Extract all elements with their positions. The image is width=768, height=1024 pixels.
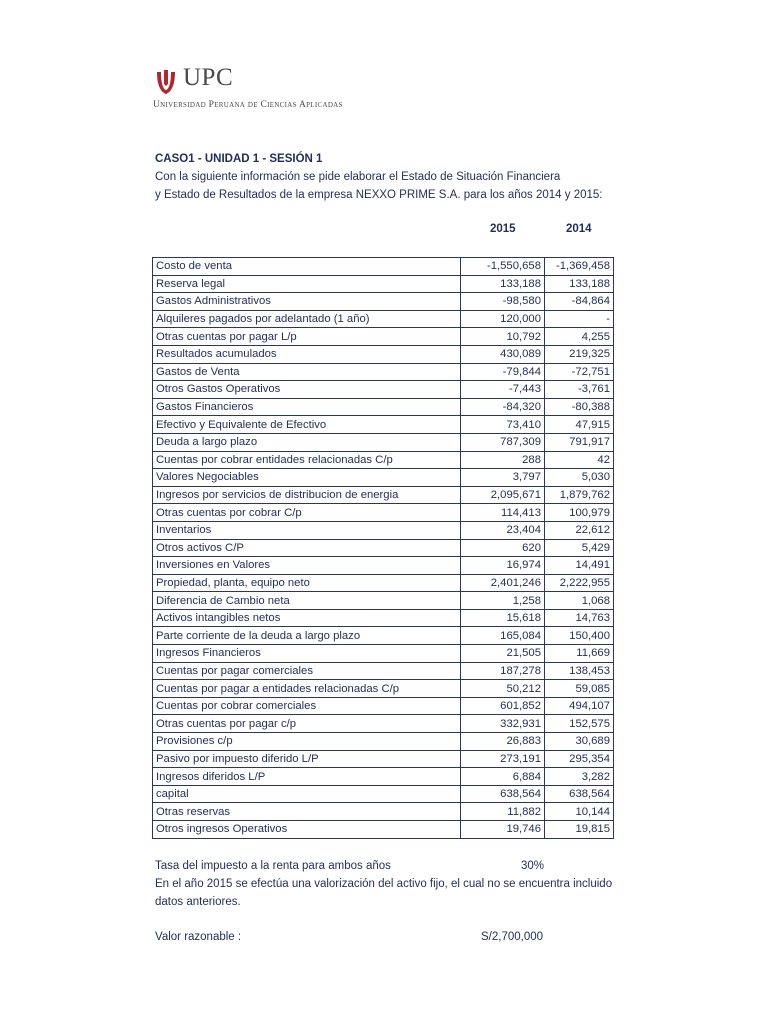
row-label: Otros activos C/P: [153, 539, 461, 557]
value-2015: 16,974: [461, 557, 545, 575]
table-row: [153, 803, 614, 821]
value-2015: 10,792: [461, 328, 545, 346]
value-2015: -7,443: [461, 381, 545, 399]
table-row: [153, 310, 614, 328]
value-2015: 332,931: [461, 715, 545, 733]
row-label: Reserva legal: [153, 275, 461, 293]
value-2014: 47,915: [545, 416, 614, 434]
row-label: Ingresos Financieros: [153, 645, 461, 663]
table-row: [153, 521, 614, 539]
row-label: Otros ingresos Operativos: [153, 821, 461, 839]
table-row: [153, 433, 614, 451]
row-label: Cuentas por pagar a entidades relacionadas C/p: [153, 680, 461, 698]
value-2014: 59,085: [545, 680, 614, 698]
value-2015: 620: [461, 539, 545, 557]
value-2015: 601,852: [461, 697, 545, 715]
table-row: [153, 398, 614, 416]
value-2015: 11,882: [461, 803, 545, 821]
value-2014: -80,388: [545, 398, 614, 416]
value-2014: 11,669: [545, 645, 614, 663]
table-row: [153, 574, 614, 592]
financial-data-table: [152, 257, 614, 839]
value-2015: 133,188: [461, 275, 545, 293]
value-2015: 1,258: [461, 592, 545, 610]
value-2015: 787,309: [461, 433, 545, 451]
value-2014: 10,144: [545, 803, 614, 821]
value-2014: 14,763: [545, 609, 614, 627]
year-header-2015: 2015: [490, 223, 516, 235]
table-row: [153, 345, 614, 363]
table-body: [153, 258, 614, 839]
value-2014: 791,917: [545, 433, 614, 451]
value-2015: 430,089: [461, 345, 545, 363]
row-label: Provisiones c/p: [153, 733, 461, 751]
value-2015: 2,095,671: [461, 486, 545, 504]
table-row: [153, 469, 614, 487]
value-2014: 4,255: [545, 328, 614, 346]
row-label: Parte corriente de la deuda a largo plazo: [153, 627, 461, 645]
table-row: [153, 680, 614, 698]
note-line-2: datos anteriores.: [155, 896, 241, 908]
row-label: Deuda a largo plazo: [153, 433, 461, 451]
row-label: Ingresos diferidos L/P: [153, 768, 461, 786]
value-2015: -79,844: [461, 363, 545, 381]
row-label: Efectivo y Equivalente de Efectivo: [153, 416, 461, 434]
value-2015: 50,212: [461, 680, 545, 698]
value-2014: 3,282: [545, 768, 614, 786]
row-label: Cuentas por cobrar comerciales: [153, 697, 461, 715]
value-2015: 120,000: [461, 310, 545, 328]
value-2015: 273,191: [461, 750, 545, 768]
table-row: [153, 785, 614, 803]
table-row: [153, 381, 614, 399]
value-2014: 42: [545, 451, 614, 469]
value-2015: 21,505: [461, 645, 545, 663]
fair-value-label: Valor razonable :: [155, 931, 242, 943]
logo-text: UPC: [183, 64, 234, 91]
fair-value-amount: S/2,700,000: [481, 931, 544, 943]
table-row: [153, 363, 614, 381]
row-label: Activos intangibles netos: [153, 609, 461, 627]
table-row: [153, 258, 614, 276]
table-row: [153, 715, 614, 733]
value-2014: 22,612: [545, 521, 614, 539]
table-row: [153, 609, 614, 627]
table-row: [153, 733, 614, 751]
table-row: [153, 504, 614, 522]
value-2014: 30,689: [545, 733, 614, 751]
note-line-1: En el año 2015 se efectúa una valorización del activo fijo, el cual no se encuentra incluido: [155, 878, 613, 890]
row-label: Otras cuentas por pagar c/p: [153, 715, 461, 733]
row-label: Pasivo por impuesto diferido L/P: [153, 750, 461, 768]
tax-rate-value: 30%: [521, 860, 545, 872]
value-2015: -1,550,658: [461, 258, 545, 276]
value-2014: 150,400: [545, 627, 614, 645]
table-row: [153, 627, 614, 645]
case-title: CASO1 - UNIDAD 1 - SESIÓN 1: [155, 153, 323, 165]
value-2015: 114,413: [461, 504, 545, 522]
value-2014: 19,815: [545, 821, 614, 839]
row-label: Inventarios: [153, 521, 461, 539]
value-2014: -72,751: [545, 363, 614, 381]
value-2014: 1,879,762: [545, 486, 614, 504]
value-2014: 1,068: [545, 592, 614, 610]
value-2015: 73,410: [461, 416, 545, 434]
value-2015: 187,278: [461, 662, 545, 680]
value-2014: 14,491: [545, 557, 614, 575]
row-label: Diferencia de Cambio neta: [153, 592, 461, 610]
value-2014: 133,188: [545, 275, 614, 293]
row-label: Otros Gastos Operativos: [153, 381, 461, 399]
table-row: [153, 697, 614, 715]
upc-logo: [153, 66, 353, 112]
row-label: Valores Negociables: [153, 469, 461, 487]
row-label: capital: [153, 785, 461, 803]
table-row: [153, 416, 614, 434]
value-2015: -98,580: [461, 293, 545, 311]
value-2015: 15,618: [461, 609, 545, 627]
table-row: [153, 328, 614, 346]
table-row: [153, 750, 614, 768]
row-label: Otras reservas: [153, 803, 461, 821]
row-label: Gastos de Venta: [153, 363, 461, 381]
row-label: Costo de venta: [153, 258, 461, 276]
value-2014: -1,369,458: [545, 258, 614, 276]
table-row: [153, 293, 614, 311]
value-2014: 638,564: [545, 785, 614, 803]
row-label: Otras cuentas por pagar L/p: [153, 328, 461, 346]
tax-rate-label: Tasa del impuesto a la renta para ambos años: [155, 860, 391, 872]
row-label: Gastos Administrativos: [153, 293, 461, 311]
row-label: Ingresos por servicios de distribucion de energia: [153, 486, 461, 504]
value-2014: -: [545, 310, 614, 328]
value-2014: 2,222,955: [545, 574, 614, 592]
value-2015: 638,564: [461, 785, 545, 803]
table-row: [153, 768, 614, 786]
value-2014: 152,575: [545, 715, 614, 733]
row-label: Alquileres pagados por adelantado (1 año): [153, 310, 461, 328]
year-header-2014: 2014: [566, 223, 592, 235]
row-label: Gastos Financieros: [153, 398, 461, 416]
table-row: [153, 275, 614, 293]
row-label: Otras cuentas por cobrar C/p: [153, 504, 461, 522]
row-label: Cuentas por cobrar entidades relacionadas C/p: [153, 451, 461, 469]
table-row: [153, 821, 614, 839]
value-2014: -3,761: [545, 381, 614, 399]
table-row: [153, 451, 614, 469]
row-label: Propiedad, planta, equipo neto: [153, 574, 461, 592]
value-2014: 138,453: [545, 662, 614, 680]
table-row: [153, 539, 614, 557]
table-row: [153, 486, 614, 504]
value-2015: 26,883: [461, 733, 545, 751]
table-row: [153, 557, 614, 575]
value-2015: 19,746: [461, 821, 545, 839]
value-2014: 5,030: [545, 469, 614, 487]
table-row: [153, 662, 614, 680]
value-2015: 3,797: [461, 469, 545, 487]
row-label: Inversiones en Valores: [153, 557, 461, 575]
value-2015: 288: [461, 451, 545, 469]
intro-line-2: y Estado de Resultados de la empresa NEXXO PRIME S.A. para los años 2014 y 2015:: [155, 189, 603, 201]
value-2014: 295,354: [545, 750, 614, 768]
intro-line-1: Con la siguiente información se pide elaborar el Estado de Situación Financiera: [155, 171, 561, 183]
logo-subtitle: Universidad Peruana de Ciencias Aplicadas: [153, 100, 343, 110]
value-2015: -84,320: [461, 398, 545, 416]
table-row: [153, 592, 614, 610]
value-2014: 494,107: [545, 697, 614, 715]
value-2015: 165,084: [461, 627, 545, 645]
upc-emblem-icon: [153, 68, 179, 96]
value-2014: 219,325: [545, 345, 614, 363]
value-2014: 5,429: [545, 539, 614, 557]
value-2015: 6,884: [461, 768, 545, 786]
value-2015: 2,401,246: [461, 574, 545, 592]
row-label: Cuentas por pagar comerciales: [153, 662, 461, 680]
row-label: Resultados acumulados: [153, 345, 461, 363]
value-2015: 23,404: [461, 521, 545, 539]
table-row: [153, 645, 614, 663]
value-2014: 100,979: [545, 504, 614, 522]
value-2014: -84,864: [545, 293, 614, 311]
